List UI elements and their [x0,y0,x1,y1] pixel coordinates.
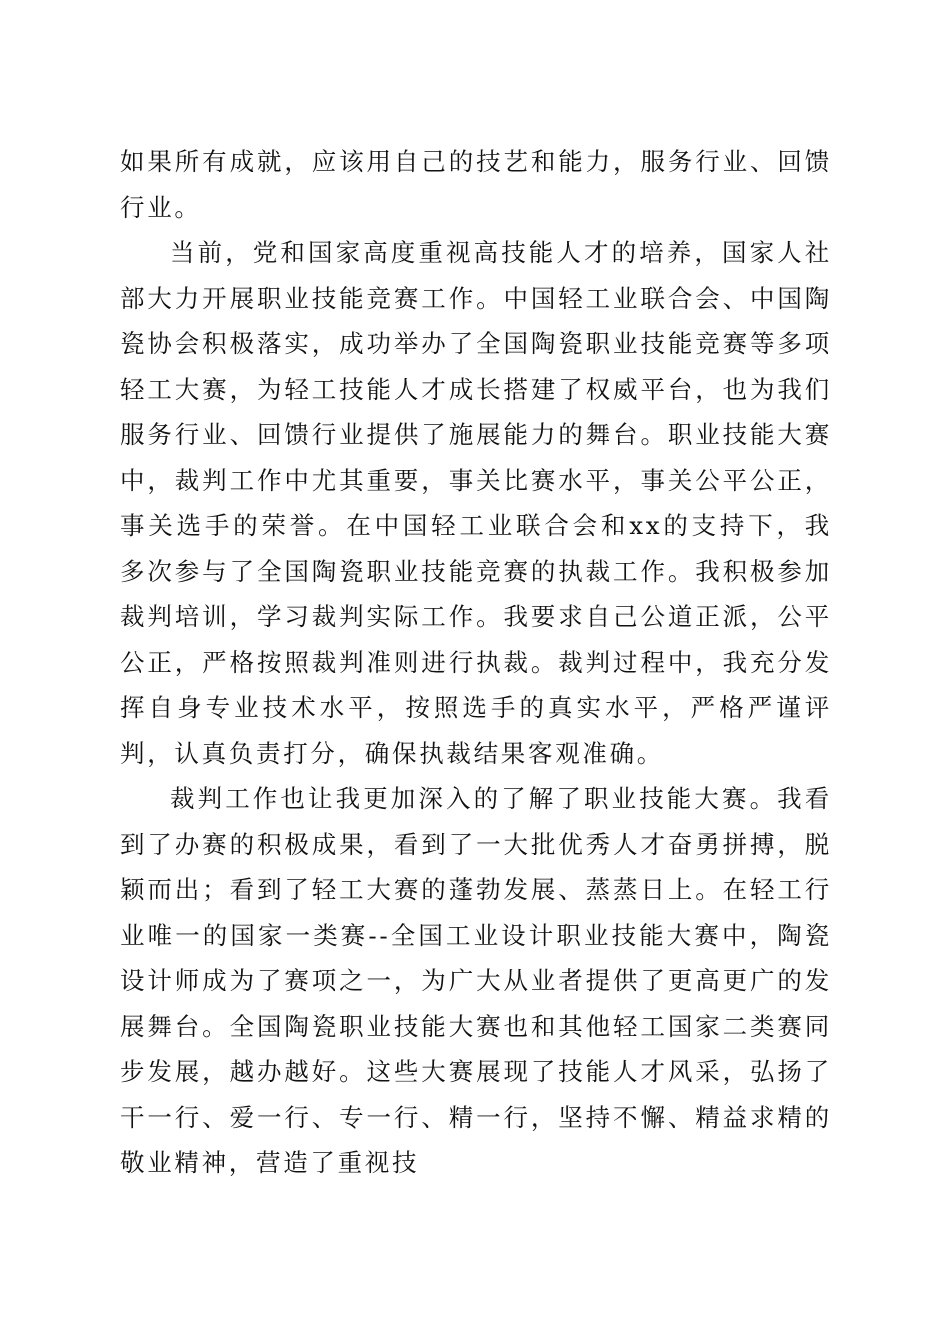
paragraph-1: 如果所有成就，应该用自己的技艺和能力，服务行业、回馈行业。 [120,147,832,222]
paragraph-3: 裁判工作也让我更加深入的了解了职业技能大赛。我看到了办赛的积极成果，看到了一大批优秀人才奋勇拼搏，脱颖而出；看到了轻工大赛的蓬勃发展、蒸蒸日上。在轻工行业唯一的国家一类赛--全国工业设计职业技能大赛中，陶瓷设计师成为了赛项之一，为广大从业者提供了更高更广的发展舞台。全国陶瓷职业技能大赛也和其他轻工国家二类赛同步发展，越办越好。这些大赛展现了技能人才风采，弘扬了干一行、爱一行、专一行、精一行，坚持不懈、精益求精的敬业精神，营造了重视技 [120,784,832,1177]
paragraph-2: 当前，党和国家高度重视高技能人才的培养，国家人社部大力开展职业技能竞赛工作。中国轻工业联合会、中国陶瓷协会积极落实，成功举办了全国陶瓷职业技能竞赛等多项轻工大赛，为轻工技能人才成长搭建了权威平台，也为我们服务行业、回馈行业提供了施展能力的舞台。职业技能大赛中，裁判工作中尤其重要，事关比赛水平，事关公平公正，事关选手的荣誉。在中国轻工业联合会和xx的支持下，我多次参与了全国陶瓷职业技能竞赛的执裁工作。我积极参加裁判培训，学习裁判实际工作。我要求自己公道正派，公平公正，严格按照裁判准则进行执裁。裁判过程中，我充分发挥自身专业技术水平，按照选手的真实水平，严格严谨评判，认真负责打分，确保执裁结果客观准确。 [120,238,832,768]
document-body [120,139,832,1186]
